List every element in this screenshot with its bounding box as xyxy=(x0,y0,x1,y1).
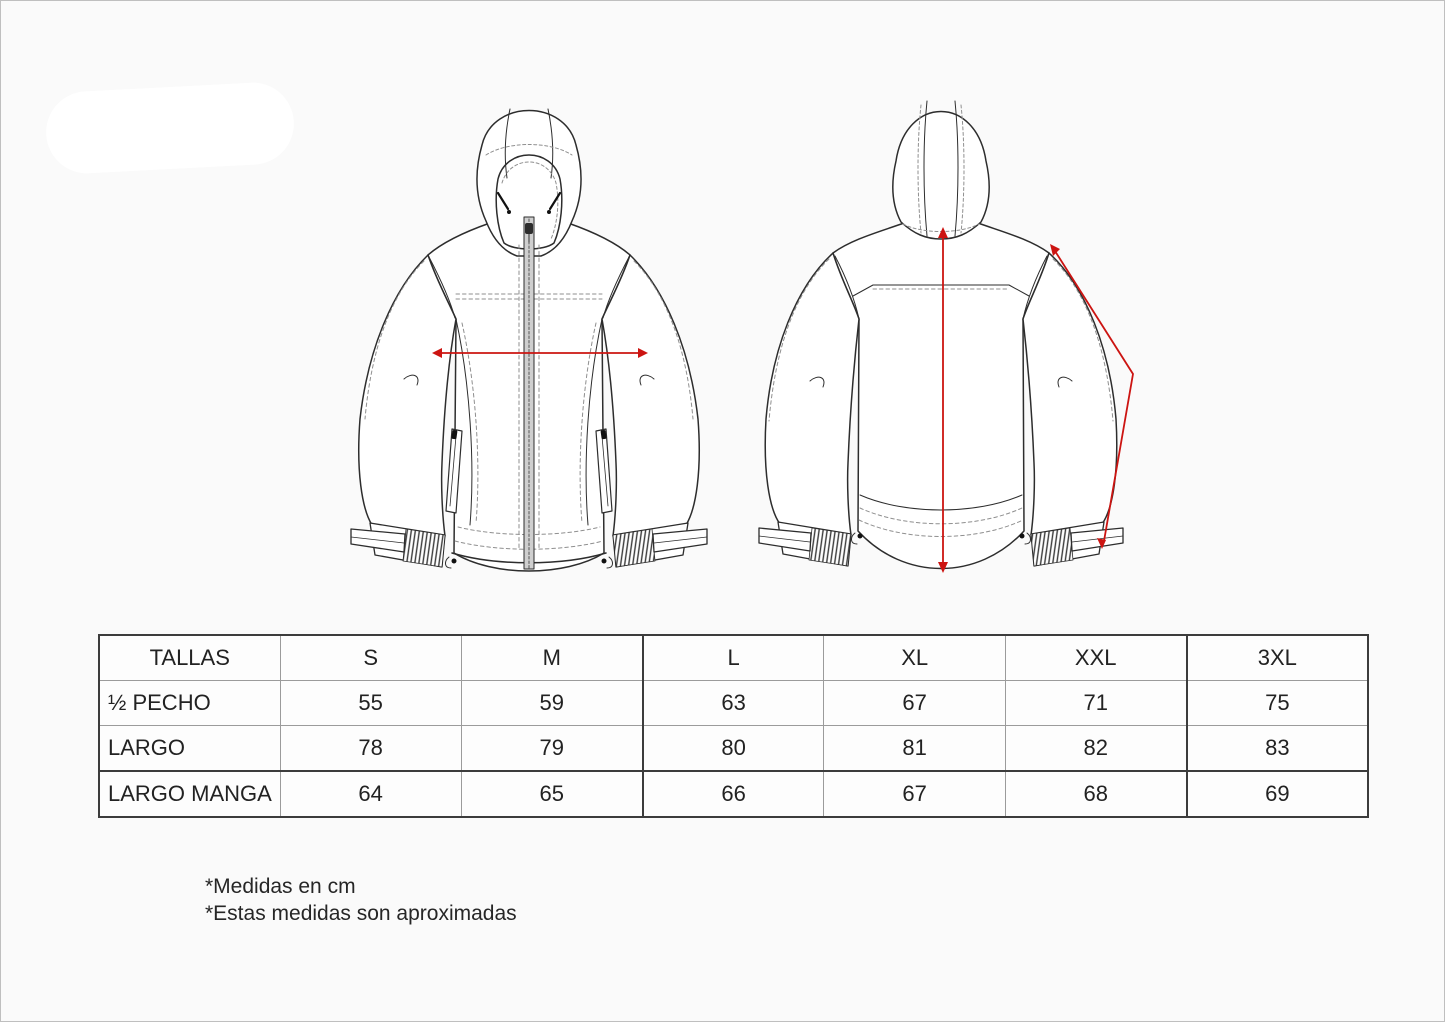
size-value-cell: 79 xyxy=(461,726,642,772)
size-table xyxy=(98,634,1369,818)
row-largo xyxy=(99,726,1368,772)
size-value-cell: 65 xyxy=(461,771,642,817)
row-half-pecho xyxy=(99,681,1368,726)
size-value-cell: 81 xyxy=(824,726,1005,772)
row-largo-manga xyxy=(99,771,1368,817)
size-value-cell: 55 xyxy=(280,681,461,726)
size-value-cell: 67 xyxy=(824,681,1005,726)
size-value-cell: 83 xyxy=(1187,726,1368,772)
size-value-cell: 59 xyxy=(461,681,642,726)
back-hood xyxy=(893,101,989,239)
size-value-cell: 68 xyxy=(1005,771,1186,817)
erased-logo-patch xyxy=(44,81,296,176)
size-value-cell: 78 xyxy=(280,726,461,772)
size-value-cell: 71 xyxy=(1005,681,1186,726)
row-label: ½ PECHO xyxy=(99,681,280,726)
header-xl: XL xyxy=(824,635,1005,681)
jacket-back-drawing xyxy=(756,81,1146,589)
size-value-cell: 82 xyxy=(1005,726,1186,772)
row-label: LARGO MANGA xyxy=(99,771,280,817)
size-table-header-row xyxy=(99,635,1368,681)
jacket-front-drawing xyxy=(348,83,720,591)
row-label: LARGO xyxy=(99,726,280,772)
header-xxl: XXL xyxy=(1005,635,1186,681)
size-value-cell: 80 xyxy=(643,726,824,772)
note-approximate: *Estas medidas son aproximadas xyxy=(205,902,517,925)
header-tallas: TALLAS xyxy=(99,635,280,681)
size-value-cell: 75 xyxy=(1187,681,1368,726)
header-3xl: 3XL xyxy=(1187,635,1368,681)
size-value-cell: 67 xyxy=(824,771,1005,817)
measurement-notes xyxy=(205,873,517,927)
header-s: S xyxy=(280,635,461,681)
size-value-cell: 69 xyxy=(1187,771,1368,817)
note-units: *Medidas en cm xyxy=(205,875,356,898)
header-l: L xyxy=(643,635,824,681)
header-m: M xyxy=(461,635,642,681)
size-value-cell: 63 xyxy=(643,681,824,726)
back-body xyxy=(833,223,1049,569)
size-value-cell: 66 xyxy=(643,771,824,817)
size-value-cell: 64 xyxy=(280,771,461,817)
